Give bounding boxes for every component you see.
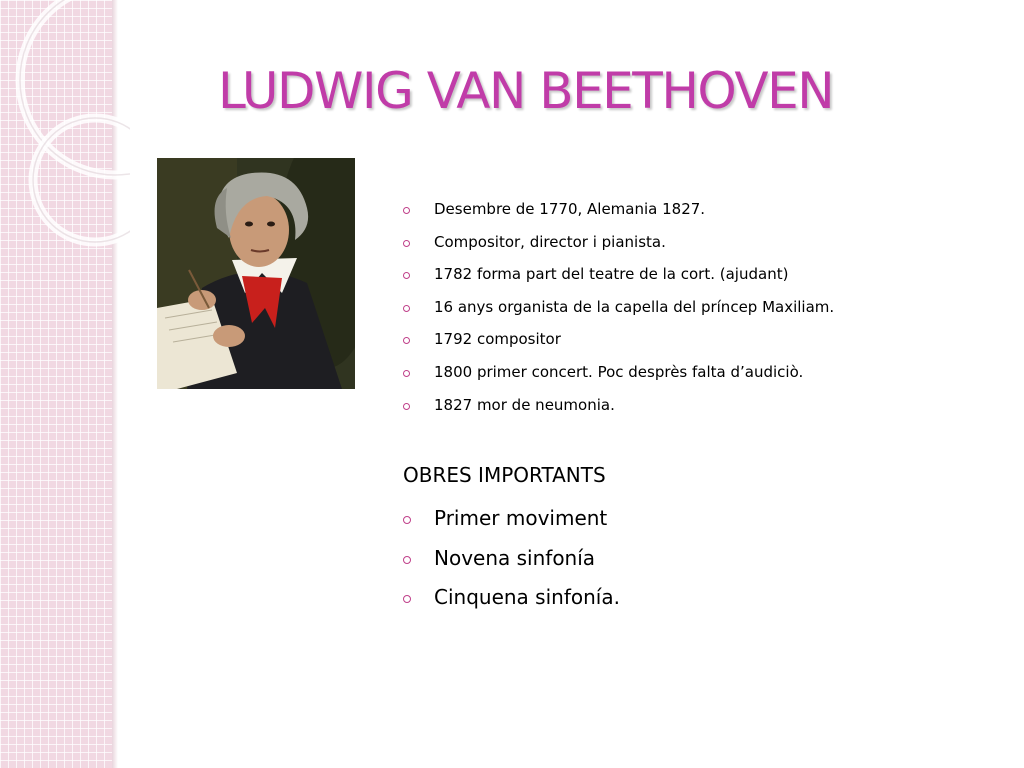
fact-text: 1827 mor de neumonia.: [434, 395, 615, 414]
fact-text: Compositor, director i pianista.: [434, 232, 666, 251]
list-item: [402, 294, 1002, 327]
works-heading: OBRES IMPORTANTS: [403, 463, 606, 487]
fact-text: Desembre de 1770, Alemania 1827.: [434, 200, 706, 218]
decorative-rings: [0, 0, 130, 260]
work-text: Novena sinfonía: [434, 545, 596, 570]
fact-text: 1782 forma part del teatre de la cort. (ajudant): [434, 265, 789, 284]
bullet-icon: [403, 337, 410, 344]
list-item: [402, 542, 620, 582]
facts-list: [402, 196, 1002, 424]
bullet-icon: [403, 272, 410, 279]
list-item: [402, 359, 1002, 392]
list-item: [402, 581, 620, 621]
fact-text: 1792 compositor: [434, 330, 561, 349]
list-item: [402, 261, 1002, 294]
work-text: Cinquena sinfonía.: [434, 585, 620, 609]
beethoven-portrait: [157, 158, 355, 389]
bullet-icon: [403, 595, 411, 603]
fact-text: 1800 primer concert. Poc desprès falta d’audiciò.: [434, 362, 804, 381]
list-item: [402, 196, 1002, 229]
list-item: [402, 326, 1002, 359]
fact-text: 16 anys organista de la capella del príncep Maxiliam.: [434, 297, 835, 316]
list-item: [402, 229, 1002, 262]
work-text: Primer moviment: [434, 506, 608, 530]
works-list: [402, 502, 620, 621]
bullet-icon: [403, 516, 411, 524]
list-item: [402, 392, 1002, 425]
bullet-icon: [403, 305, 410, 312]
bullet-icon: [403, 240, 410, 247]
bullet-icon: [403, 403, 410, 410]
bullet-icon: [403, 370, 410, 377]
slide-title: LUDWIG VAN BEETHOVEN: [218, 62, 834, 120]
bullet-icon: [403, 556, 411, 564]
bullet-icon: [403, 207, 410, 214]
list-item: [402, 502, 620, 542]
